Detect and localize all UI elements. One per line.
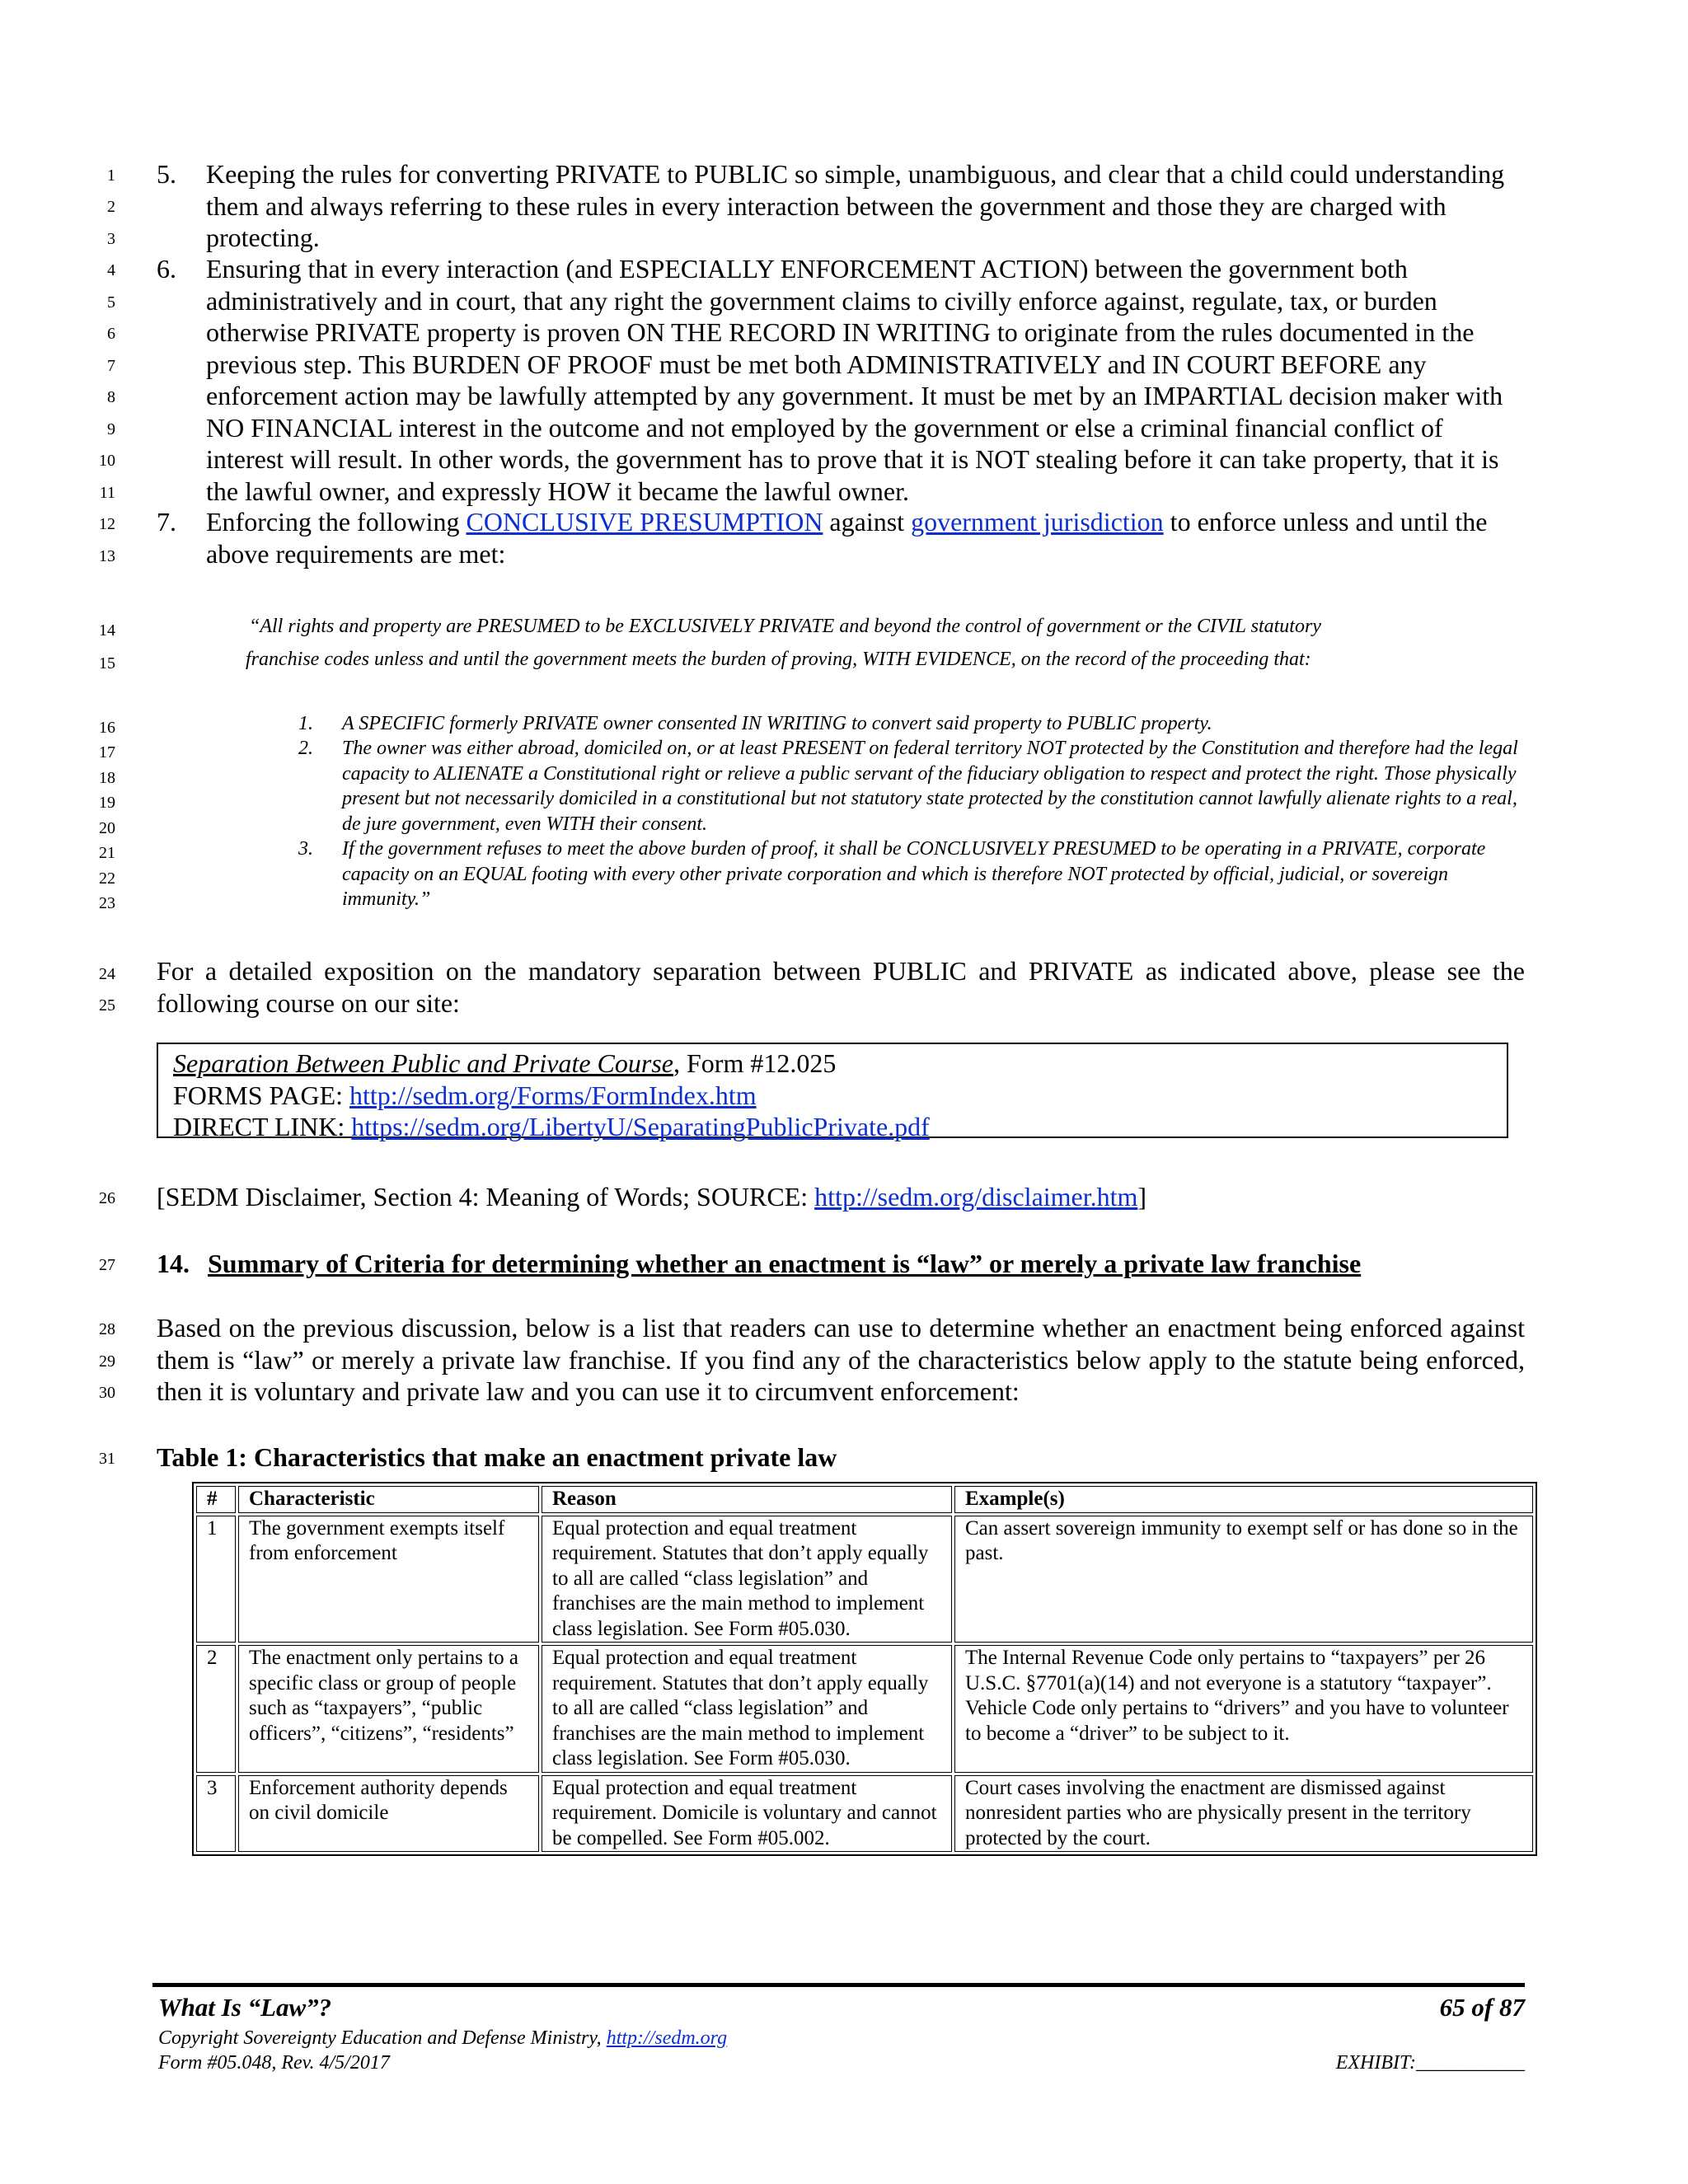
line-number: 12 [99, 515, 115, 533]
list-item-number: 7. [157, 507, 176, 537]
line-number: 5 [107, 293, 115, 312]
line-number: 31 [99, 1450, 115, 1468]
quote-list-number: 1. [298, 713, 313, 734]
cell-examples: The Internal Revenue Code only pertains to “taxpayers” per 26 U.S.C. §7701(a)(14) and not everyone is a statutory “taxpayer”. Vehicle Code only pertains to “drivers” and you have to volunteer to become a “driver” to be subject to it. [954, 1645, 1533, 1773]
header-reason: Reason [542, 1486, 952, 1513]
table-row [196, 1775, 1533, 1853]
direct-link-label: DIRECT LINK: [173, 1112, 352, 1141]
list-item-text [206, 506, 1525, 569]
cell-examples: Can assert sovereign immunity to exempt self or has done so in the past. [954, 1516, 1533, 1643]
disclaimer-close: ] [1137, 1182, 1147, 1212]
list-item-text: Ensuring that in every interaction (and ESPECIALLY ENFORCEMENT ACTION) between the government both administratively and in court, that any right the government claims to civilly enforce against, regulate, tax, or burden otherwise PRIVATE property is proven ON THE RECORD IN WRITING to originate from the rules documented in the previous step. This BURDEN OF PROOF must be met both ADMINISTRATIVELY and IN COURT BEFORE any enforcement action may be lawfully attempted by any government. It must be met by an IMPARTIAL decision maker with NO FINANCIAL interest in the outcome and not employed by the government or else a criminal financial conflict of interest will result. In other words, the government has to prove that it is NOT stealing before it can take property, that it is the lawful owner, and expressly HOW it became the lawful owner. [206, 254, 1503, 506]
quote-list-text: If the government refuses to meet the above burden of proof, it shall be CONCLUSIVELY PRESUMED to be operating in a PRIVATE, corporate capacity on an EQUAL footing with every other private corporation and which is therefore NOT protected by official, judicial, or sovereign immunity.” [342, 838, 1486, 910]
criteria-paragraph: Based on the previous discussion, below is a list that readers can use to determine whether an enactment being enforced against them is “law” or merely a private law franchise. If you find any of the characteristics below apply to the statute being enforced, then it is voluntary and private law and you can use it to circumvent enforcement: [157, 1313, 1525, 1406]
cell-number: 1 [196, 1516, 236, 1643]
cell-reason: Equal protection and equal treatment requirement. Statutes that don’t apply equally to all are called “class legislation” and franchises are the main method to implement class legislation. See Form #05.030. [542, 1645, 952, 1773]
line-number: 15 [99, 654, 115, 673]
header-number: # [196, 1486, 236, 1513]
footer-page-number: 65 of 87 [1439, 1993, 1525, 2022]
line-number: 14 [99, 621, 115, 640]
line-number: 29 [99, 1352, 115, 1371]
footer-exhibit: EXHIBIT:___________ [1335, 2052, 1525, 2074]
course-title: Separation Between Public and Private Course [173, 1048, 673, 1078]
text-fragment: against [823, 507, 912, 537]
line-number: 22 [99, 869, 115, 888]
footer-form-revision: Form #05.048, Rev. 4/5/2017 [158, 2052, 390, 2074]
line-number: 7 [107, 357, 115, 375]
quote-intro-line-1: “All rights and property are PRESUMED to be EXCLUSIVELY PRIVATE and beyond the control of government or the CIVIL statutory [249, 616, 1321, 637]
forms-page-label: FORMS PAGE: [173, 1080, 350, 1110]
line-number: 16 [99, 719, 115, 737]
line-number: 8 [107, 388, 115, 406]
line-number: 27 [99, 1256, 115, 1274]
line-number: 25 [99, 996, 115, 1015]
course-form: , Form #12.025 [673, 1048, 837, 1078]
line-number: 17 [99, 743, 115, 762]
line-number: 6 [107, 325, 115, 343]
quote-list-text: The owner was either abroad, domiciled on, or at least PRESENT on federal territory NOT protected by the Constitution and therefore had the legal capacity to ALIENATE a Constitutional right or relieve a public servant of the fiduciary obligation to respect and protect the right. Those physically present but not necessarily domiciled in a constitutional but not statutory state protected by the constitution cannot lawfully alienate rights to a real, de jure government, even WITH their consent. [342, 738, 1518, 835]
list-item-number: 5. [157, 159, 176, 189]
cell-characteristic: The government exempts itself from enforcement [238, 1516, 539, 1643]
table-row [196, 1645, 1533, 1773]
course-title-line [173, 1047, 1507, 1080]
quote-list-number: 2. [298, 738, 313, 759]
table-header-row [196, 1486, 1533, 1513]
quote-list-text: A SPECIFIC formerly PRIVATE owner consented IN WRITING to convert said property to PUBLIC property. [342, 713, 1212, 734]
government-jurisdiction-link[interactable]: government jurisdiction [911, 507, 1164, 537]
line-number: 23 [99, 894, 115, 912]
exposition-paragraph: For a detailed exposition on the mandatory separation between PUBLIC and PRIVATE as indicated above, please see the following course on our site: [157, 956, 1525, 1018]
header-examples: Example(s) [954, 1486, 1533, 1513]
line-number: 24 [99, 965, 115, 983]
section-number: 14. [157, 1249, 190, 1278]
line-number: 11 [99, 484, 115, 502]
footer-sedm-link[interactable]: http://sedm.org [606, 2027, 728, 2049]
line-number: 3 [107, 230, 115, 248]
line-number: 30 [99, 1384, 115, 1402]
cell-characteristic: The enactment only pertains to a specific class or group of people such as “taxpayers”, “public officers”, “citizens”, “residents” [238, 1645, 539, 1773]
conclusive-presumption-link[interactable]: CONCLUSIVE PRESUMPTION [466, 507, 823, 537]
list-item-number: 6. [157, 254, 176, 284]
course-reference-box [157, 1043, 1508, 1141]
text-fragment: Enforcing the following [206, 507, 467, 537]
list-item-text: Keeping the rules for converting PRIVATE to PUBLIC so simple, unambiguous, and clear that a child could understanding them and always referring to these rules in every interaction between the government and those they are charged with protecting. [206, 159, 1505, 252]
direct-link-line [173, 1111, 1507, 1143]
line-number: 9 [107, 420, 115, 438]
footer-copyright [158, 2027, 727, 2050]
line-number: 13 [99, 547, 115, 565]
line-number: 21 [99, 844, 115, 862]
quote-intro-line-2: franchise codes unless and until the government meets the burden of proving, WITH EVIDENCE, on the record of the proceeding that: [246, 649, 1311, 670]
table-caption: Table 1: Characteristics that make an enactment private law [157, 1442, 837, 1472]
criteria-table [192, 1482, 1537, 1856]
footer-copyright-text: Copyright Sovereignty Education and Defense Ministry, [158, 2027, 607, 2049]
cell-characteristic: Enforcement authority depends on civil domicile [238, 1775, 539, 1853]
forms-page-link[interactable]: http://sedm.org/Forms/FormIndex.htm [349, 1080, 757, 1110]
cell-number: 3 [196, 1775, 236, 1853]
line-number: 2 [107, 198, 115, 216]
cell-number: 2 [196, 1645, 236, 1773]
line-number: 10 [99, 452, 115, 470]
forms-page-line [173, 1080, 1507, 1112]
cell-reason: Equal protection and equal treatment requirement. Statutes that don’t apply equally to all are called “class legislation” and franchises are the main method to implement class legislation. See Form #05.030. [542, 1516, 952, 1643]
line-number: 4 [107, 261, 115, 279]
cell-reason: Equal protection and equal treatment requirement. Domicile is voluntary and cannot be compelled. See Form #05.002. [542, 1775, 952, 1853]
header-characteristic: Characteristic [238, 1486, 539, 1513]
direct-link[interactable]: https://sedm.org/LibertyU/SeparatingPublicPrivate.pdf [351, 1112, 930, 1141]
disclaimer-line [157, 1181, 1525, 1213]
table-row [196, 1516, 1533, 1643]
text-fragment: to enforce unless and until the above requirements are met: [206, 507, 1488, 569]
quote-list-number: 3. [298, 838, 313, 860]
line-number: 1 [107, 166, 115, 185]
line-number: 18 [99, 769, 115, 787]
line-number: 26 [99, 1189, 115, 1207]
line-number: 28 [99, 1320, 115, 1338]
footer-doc-title: What Is “Law”? [158, 1993, 332, 2022]
disclaimer-text: [SEDM Disclaimer, Section 4: Meaning of Words; SOURCE: [157, 1182, 815, 1212]
section-title: Summary of Criteria for determining whether an enactment is “law” or merely a private law franchise [208, 1249, 1362, 1278]
disclaimer-link[interactable]: http://sedm.org/disclaimer.htm [814, 1182, 1138, 1212]
cell-examples: Court cases involving the enactment are dismissed against nonresident parties who are physically present in the territory protected by the court. [954, 1775, 1533, 1853]
footer-rule [152, 1983, 1525, 1987]
line-number: 19 [99, 794, 115, 812]
line-number: 20 [99, 819, 115, 837]
section-heading [157, 1248, 1361, 1279]
